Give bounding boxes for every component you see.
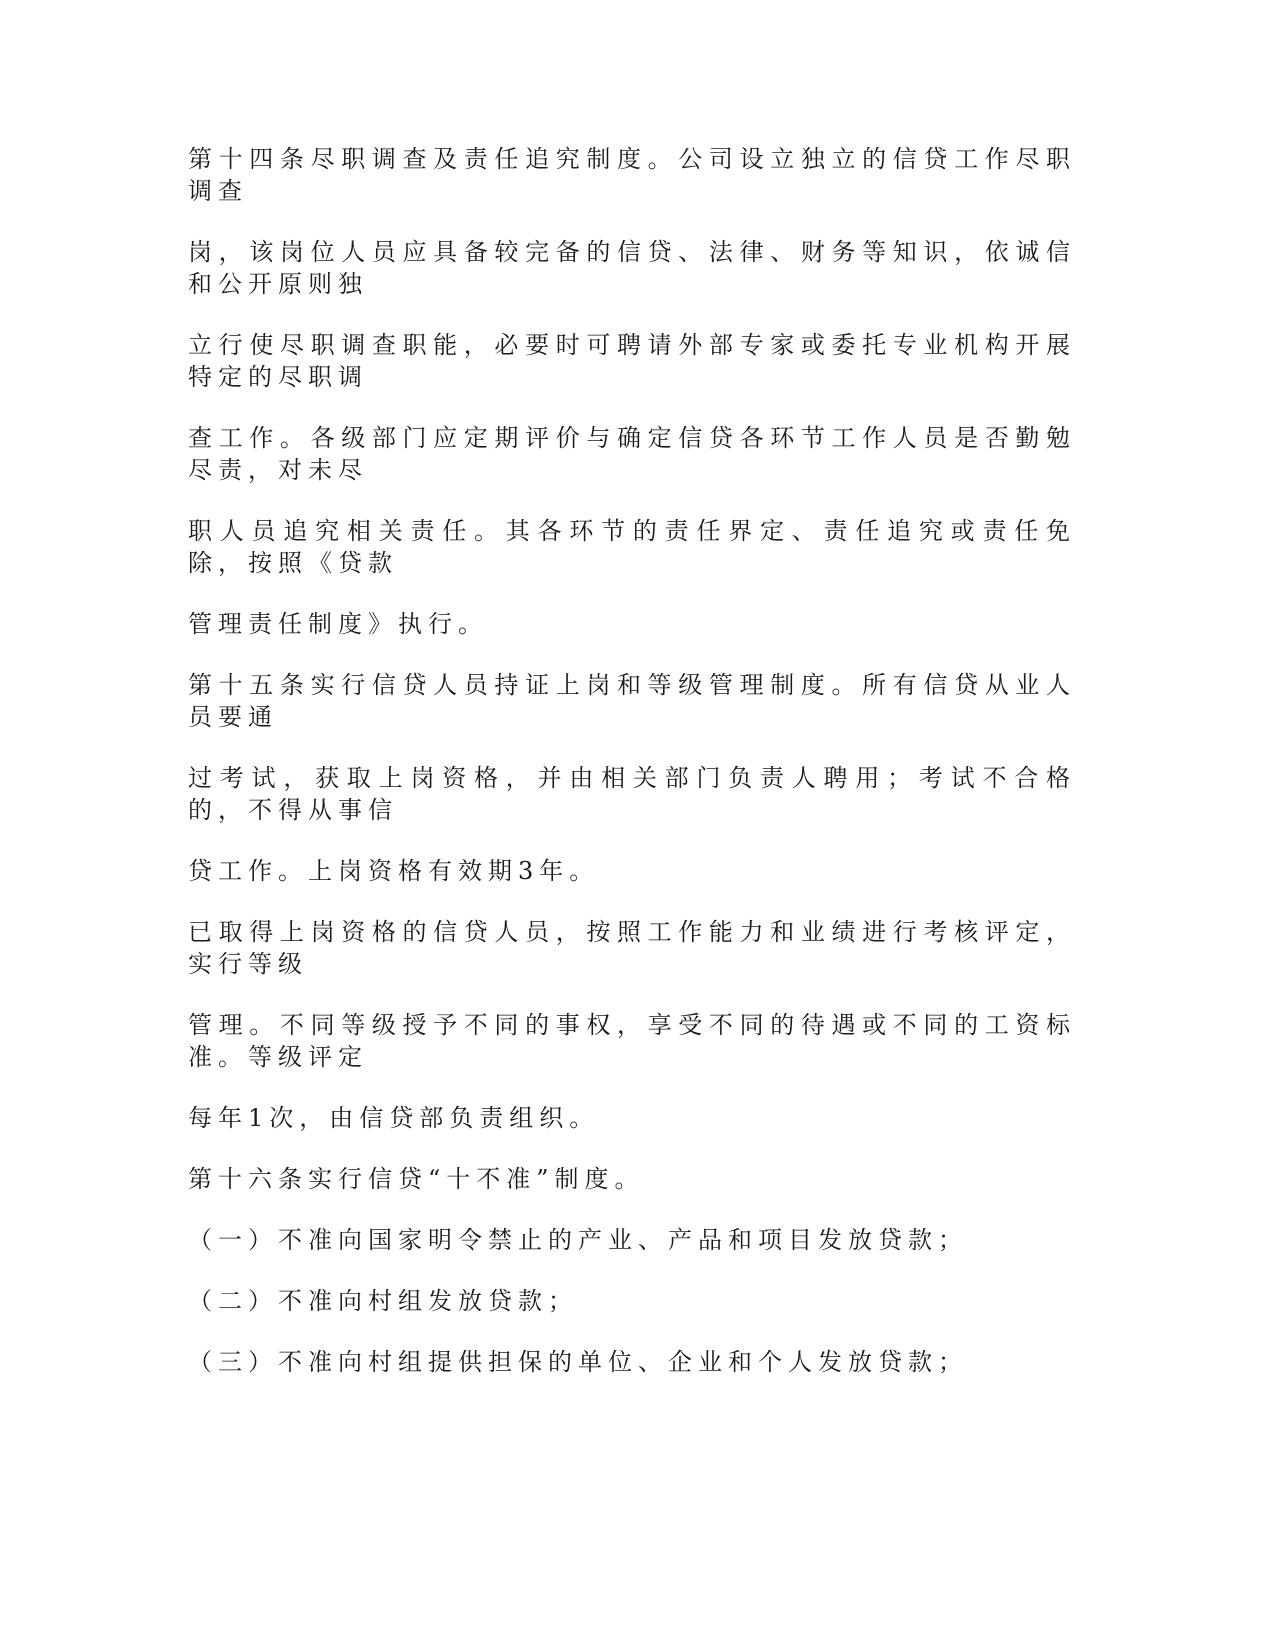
paragraph-article-16-item-3: （三）不准向村组提供担保的单位、企业和个人发放贷款； xyxy=(188,1348,968,1376)
paragraph-article-14-line-2: 岗，该岗位人员应具备较完备的信贷、法律、财务等知识，依诚信和公开原则独 xyxy=(188,238,1076,298)
paragraph-article-16-item-2: （二）不准向村组发放贷款； xyxy=(188,1287,578,1315)
paragraph-article-16-item-1: （一）不准向国家明令禁止的产业、产品和项目发放贷款； xyxy=(188,1226,968,1254)
document-body xyxy=(188,143,1076,1407)
paragraph-article-16-heading: 第十六条实行信贷“十不准”制度。 xyxy=(188,1165,645,1193)
paragraph-article-15-line-5: 管理。不同等级授予不同的事权，享受不同的待遇或不同的工资标准。等级评定 xyxy=(188,1011,1076,1071)
paragraph-article-14-line-5: 职人员追究相关责任。其各环节的责任界定、责任追究或责任免除，按照《贷款 xyxy=(188,517,1076,577)
paragraph-article-14-line-6: 管理责任制度》执行。 xyxy=(188,610,488,638)
paragraph-article-14-line-3: 立行使尽职调查职能，必要时可聘请外部专家或委托专业机构开展特定的尽职调 xyxy=(188,331,1076,391)
paragraph-article-15-line-4: 已取得上岗资格的信贷人员，按照工作能力和业绩进行考核评定，实行等级 xyxy=(188,918,1076,978)
paragraph-article-15-line-2: 过考试，获取上岗资格，并由相关部门负责人聘用；考试不合格的，不得从事信 xyxy=(188,764,1076,824)
paragraph-article-15-line-6: 每年1次，由信贷部负责组织。 xyxy=(188,1104,600,1132)
paragraph-article-15-line-3: 贷工作。上岗资格有效期3年。 xyxy=(188,857,600,885)
paragraph-article-14-line-4: 查工作。各级部门应定期评价与确定信贷各环节工作人员是否勤勉尽责，对未尽 xyxy=(188,424,1076,484)
paragraph-article-14-line-1: 第十四条尽职调查及责任追究制度。公司设立独立的信贷工作尽职调查 xyxy=(188,145,1076,205)
paragraph-article-15-line-1: 第十五条实行信贷人员持证上岗和等级管理制度。所有信贷从业人员要通 xyxy=(188,671,1076,731)
